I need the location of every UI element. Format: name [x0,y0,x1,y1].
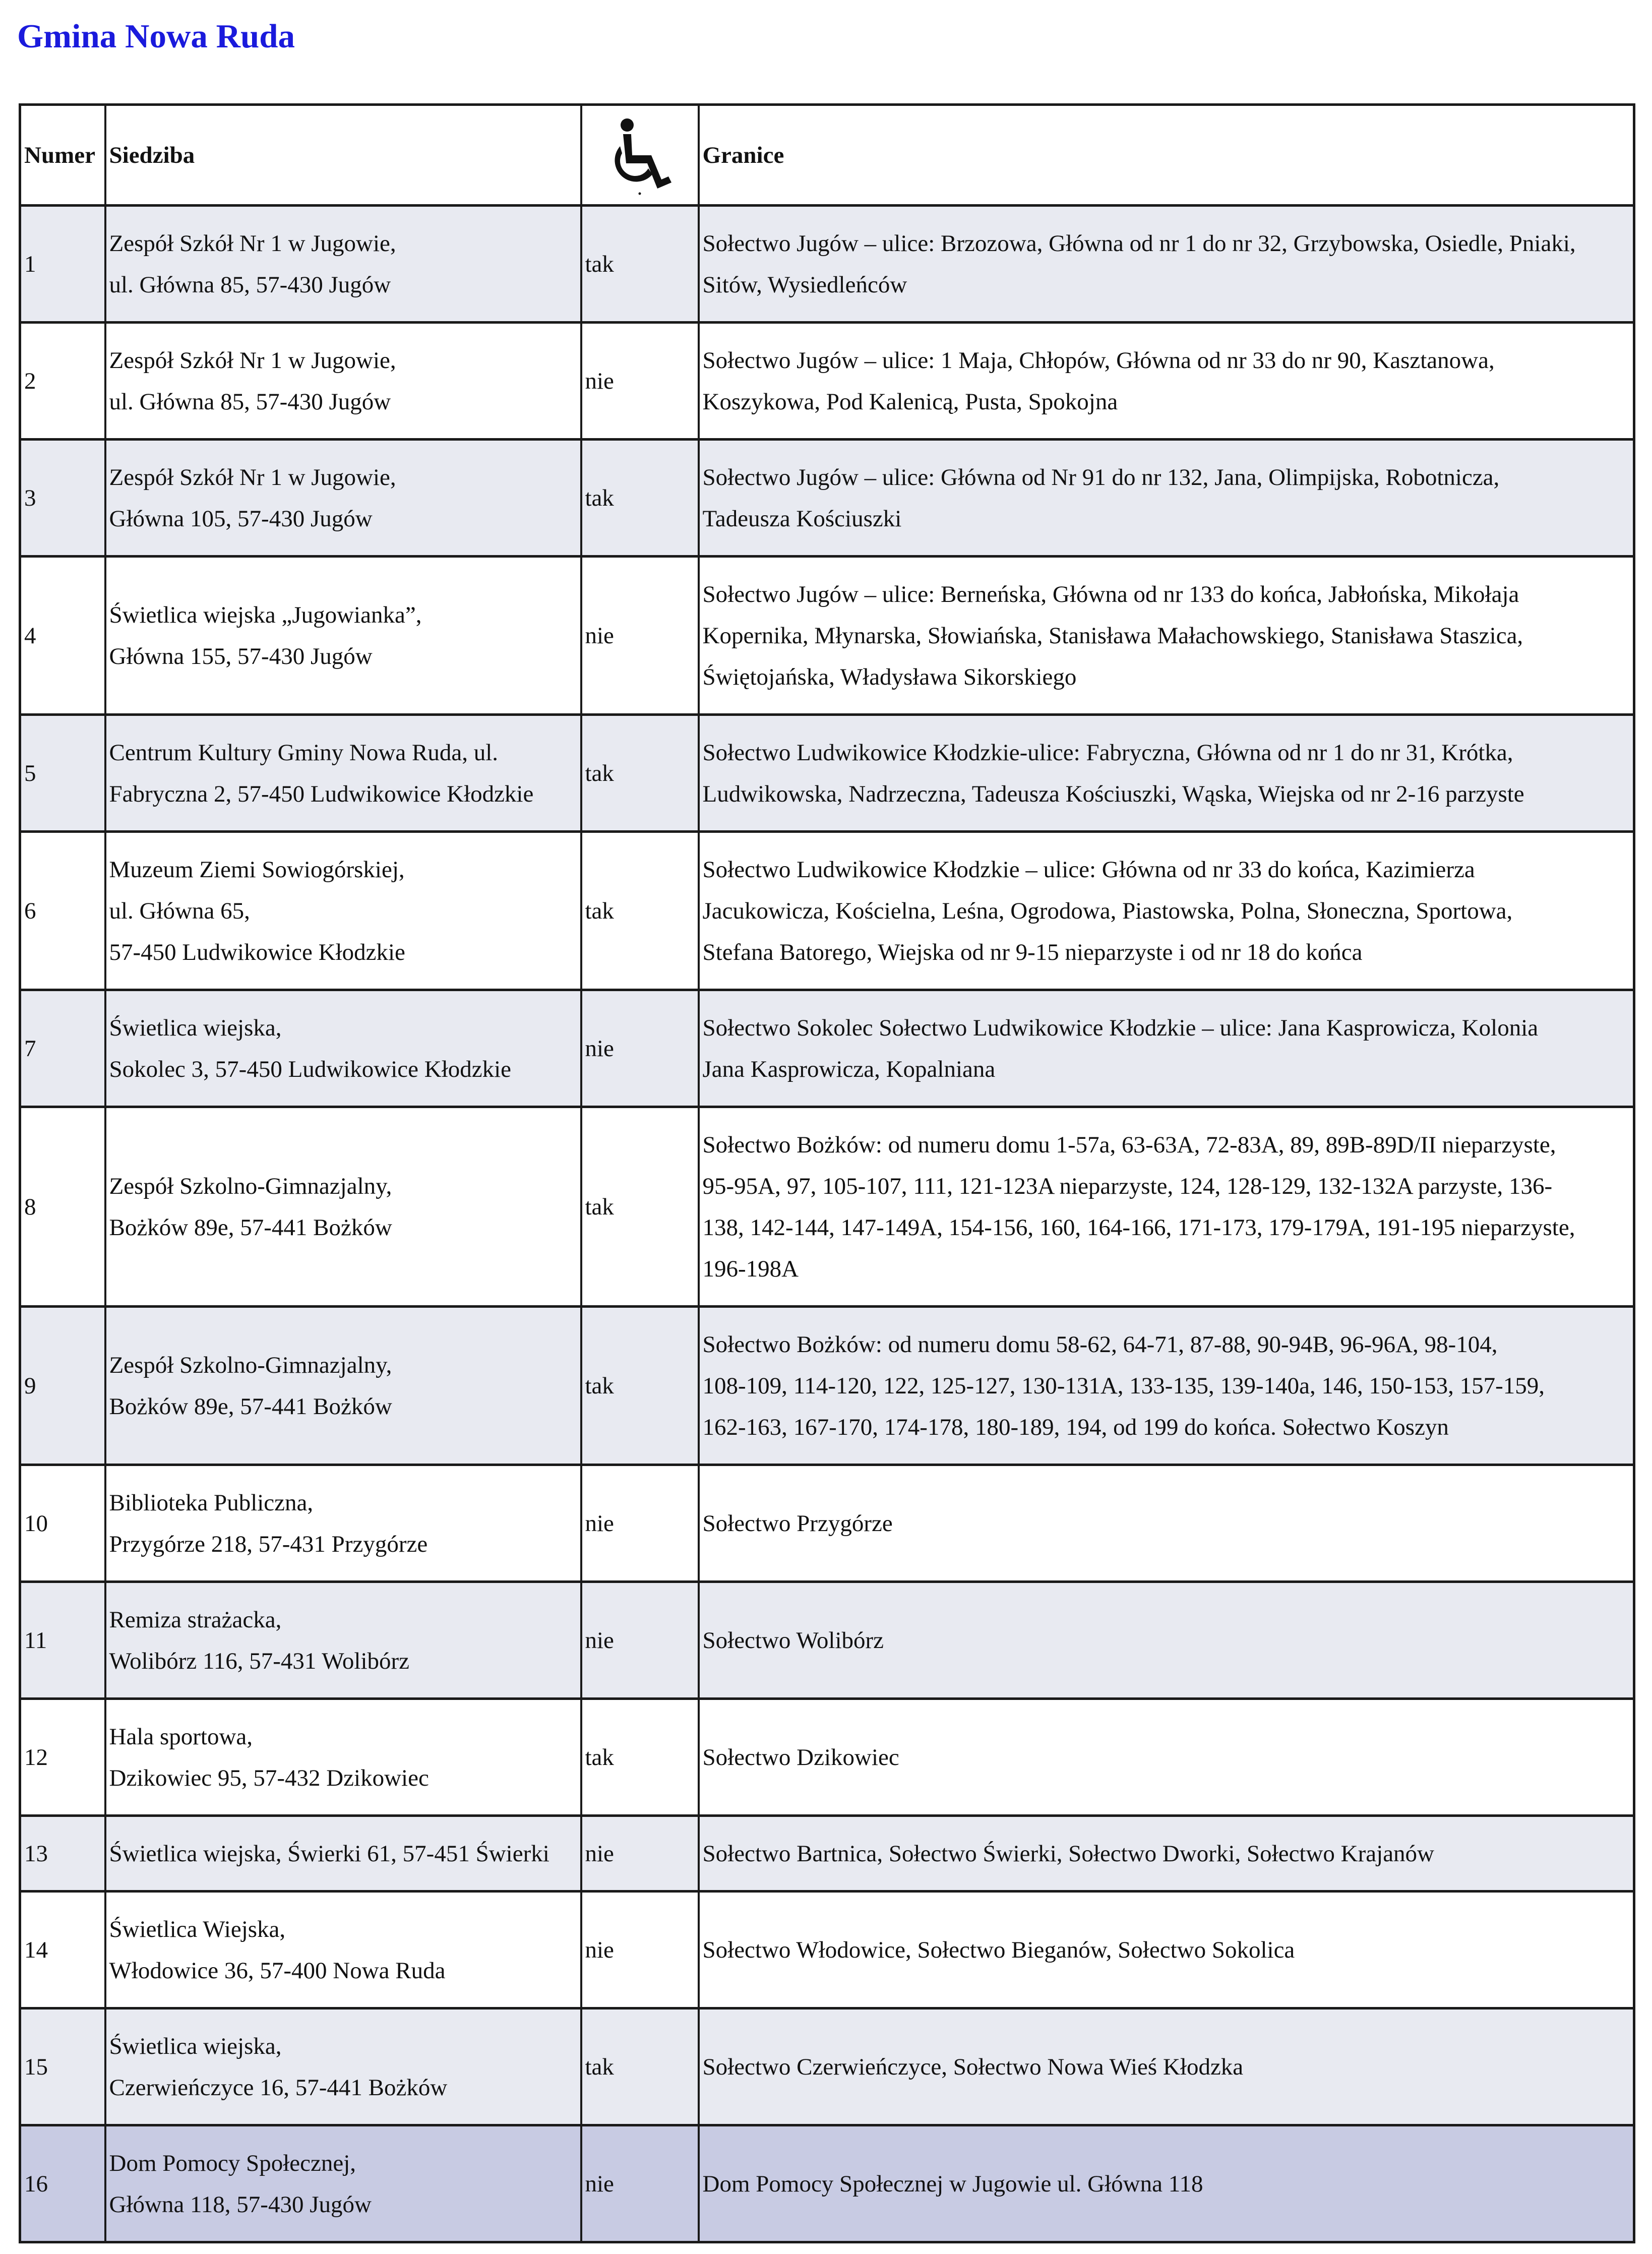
table-row [20,1465,1634,1582]
table-row [20,323,1634,440]
siedziba-line: Biblioteka Publiczna, [109,1489,314,1516]
siedziba-line: Zespół Szkół Nr 1 w Jugowie, [109,464,396,491]
siedziba-line: Dzikowiec 95, 57-432 Dzikowiec [109,1764,429,1791]
cell-granice [699,832,1634,990]
granice-line: Kopernika, Młynarska, Słowiańska, Stanisława Małachowskiego, Stanisława Staszica, [702,622,1523,649]
cell-accessibility: nie [581,1465,699,1582]
granice-line: Sołectwo Ludwikowice Kłodzkie-ulice: Fabryczna, Główna od nr 1 do nr 31, Krótka, [702,739,1513,766]
cell-accessibility: tak [581,1107,699,1307]
cell-siedziba [105,1107,581,1307]
table-row [20,1307,1634,1465]
cell-numer: 5 [20,715,105,832]
cell-siedziba [105,1699,581,1816]
cell-accessibility: tak [581,2008,699,2125]
siedziba-line: Zespół Szkół Nr 1 w Jugowie, [109,347,396,374]
wheelchair-icon [602,115,678,196]
siedziba-line: Czerwieńczyce 16, 57-441 Bożków [109,2074,448,2101]
granice-line: 138, 142-144, 147-149A, 154-156, 160, 164-166, 171-173, 179-179A, 191-195 nieparzyste, [702,1214,1575,1241]
siedziba-line: Włodowice 36, 57-400 Nowa Ruda [109,1957,446,1984]
cell-accessibility: tak [581,832,699,990]
cell-granice [699,1107,1634,1307]
granice-line: Sołectwo Bartnica, Sołectwo Świerki, Sołectwo Dworki, Sołectwo Krajanów [702,1840,1434,1867]
cell-numer: 8 [20,1107,105,1307]
cell-accessibility: tak [581,440,699,557]
granice-line: Sołectwo Bożków: od numeru domu 58-62, 64-71, 87-88, 90-94B, 96-96A, 98-104, [702,1331,1498,1358]
granice-line: Świętojańska, Władysława Sikorskiego [702,663,1077,690]
siedziba-line: ul. Główna 65, [109,897,250,924]
siedziba-line: Główna 155, 57-430 Jugów [109,643,373,669]
cell-numer: 15 [20,2008,105,2125]
siedziba-line: Zespół Szkół Nr 1 w Jugowie, [109,230,396,257]
table-row [20,1816,1634,1892]
cell-siedziba [105,557,581,715]
granice-line: Stefana Batorego, Wiejska od nr 9-15 nieparzyste i od nr 18 do końca [702,939,1363,965]
siedziba-line: Bożków 89e, 57-441 Bożków [109,1214,392,1241]
cell-granice [699,1582,1634,1699]
siedziba-line: Centrum Kultury Gminy Nowa Ruda, ul. [109,739,499,766]
granice-line: Sołectwo Jugów – ulice: Główna od Nr 91 do nr 132, Jana, Olimpijska, Robotnicza, [702,464,1500,491]
granice-line: Sitów, Wysiedleńców [702,271,907,298]
granice-line: 196-198A [702,1255,799,1282]
granice-line: Sołectwo Bożków: od numeru domu 1-57a, 63-63A, 72-83A, 89, 89B-89D/II nieparzyste, [702,1131,1556,1158]
siedziba-line: Muzeum Ziemi Sowiogórskiej, [109,856,405,883]
siedziba-line: Fabryczna 2, 57-450 Ludwikowice Kłodzkie [109,780,534,807]
cell-numer: 16 [20,2125,105,2242]
granice-line: Sołectwo Włodowice, Sołectwo Bieganów, Sołectwo Sokolica [702,1936,1295,1963]
granice-line: Sołectwo Sokolec Sołectwo Ludwikowice Kłodzkie – ulice: Jana Kasprowicza, Kolonia [702,1014,1539,1041]
granice-line: Sołectwo Ludwikowice Kłodzkie – ulice: Główna od nr 33 do końca, Kazimierza [702,856,1475,883]
cell-siedziba [105,1465,581,1582]
cell-accessibility: nie [581,1892,699,2008]
siedziba-line: Przygórze 218, 57-431 Przygórze [109,1531,428,1557]
cell-siedziba [105,1307,581,1465]
table-row [20,206,1634,323]
granice-line: Sołectwo Jugów – ulice: 1 Maja, Chłopów, Główna od nr 33 do nr 90, Kasztanowa, [702,347,1495,374]
cell-granice [699,1699,1634,1816]
cell-siedziba [105,206,581,323]
table-header-row [20,105,1634,206]
siedziba-line: Główna 105, 57-430 Jugów [109,505,373,532]
siedziba-line: ul. Główna 85, 57-430 Jugów [109,271,391,298]
cell-siedziba [105,1816,581,1892]
granice-line: Sołectwo Przygórze [702,1510,893,1537]
cell-granice [699,323,1634,440]
table-row [20,2125,1634,2242]
cell-siedziba [105,715,581,832]
cell-accessibility: tak [581,1307,699,1465]
cell-granice [699,206,1634,323]
table-row [20,715,1634,832]
table-row [20,2008,1634,2125]
cell-granice [699,2125,1634,2242]
granice-line: Sołectwo Jugów – ulice: Berneńska, Główna od nr 133 do końca, Jabłońska, Mikołaja [702,581,1519,607]
table-row [20,557,1634,715]
granice-line: Sołectwo Wolibórz [702,1627,884,1654]
siedziba-line: 57-450 Ludwikowice Kłodzkie [109,939,405,965]
header-accessibility [581,105,699,206]
cell-granice [699,990,1634,1107]
granice-line: Jana Kasprowicza, Kopalniana [702,1056,996,1082]
siedziba-line: Wolibórz 116, 57-431 Wolibórz [109,1648,410,1674]
table-row [20,832,1634,990]
cell-siedziba [105,323,581,440]
cell-numer: 10 [20,1465,105,1582]
cell-numer: 14 [20,1892,105,2008]
siedziba-line: Świetlica Wiejska, [109,1916,286,1942]
siedziba-line: ul. Główna 85, 57-430 Jugów [109,388,391,415]
cell-siedziba [105,832,581,990]
cell-accessibility: nie [581,323,699,440]
siedziba-line: Hala sportowa, [109,1723,253,1750]
granice-line: Sołectwo Dzikowiec [702,1744,899,1771]
cell-siedziba [105,1892,581,2008]
cell-accessibility: nie [581,990,699,1107]
cell-numer: 4 [20,557,105,715]
cell-numer: 9 [20,1307,105,1465]
cell-accessibility: tak [581,1699,699,1816]
siedziba-line: Sokolec 3, 57-450 Ludwikowice Kłodzkie [109,1056,512,1082]
siedziba-line: Zespół Szkolno-Gimnazjalny, [109,1352,392,1378]
cell-siedziba [105,2125,581,2242]
table-row [20,1699,1634,1816]
page-title: Gmina Nowa Ruda [17,18,295,55]
cell-accessibility: nie [581,1582,699,1699]
granice-line: Sołectwo Czerwieńczyce, Sołectwo Nowa Wieś Kłodzka [702,2053,1244,2080]
cell-siedziba [105,440,581,557]
cell-siedziba [105,2008,581,2125]
cell-numer: 12 [20,1699,105,1816]
table-row [20,1107,1634,1307]
granice-line: Koszykowa, Pod Kalenicą, Pusta, Spokojna [702,388,1118,415]
header-numer: Numer [20,105,105,206]
granice-line: 162-163, 167-170, 174-178, 180-189, 194, od 199 do końca. Sołectwo Koszyn [702,1414,1449,1440]
cell-numer: 13 [20,1816,105,1892]
cell-granice [699,1892,1634,2008]
siedziba-line: Zespół Szkolno-Gimnazjalny, [109,1173,392,1199]
cell-numer: 6 [20,832,105,990]
cell-accessibility: nie [581,1816,699,1892]
table-row [20,1892,1634,2008]
granice-line: 95-95A, 97, 105-107, 111, 121-123A nieparzyste, 124, 128-129, 132-132A parzyste, 136- [702,1173,1553,1199]
cell-granice [699,715,1634,832]
table-row [20,990,1634,1107]
cell-granice [699,557,1634,715]
granice-line: 108-109, 114-120, 122, 125-127, 130-131A, 133-135, 139-140a, 146, 150-153, 157-159, [702,1372,1545,1399]
granice-line: Tadeusza Kościuszki [702,505,902,532]
polling-stations-table [19,103,1635,2243]
siedziba-line: Bożków 89e, 57-441 Bożków [109,1393,392,1420]
cell-granice [699,1816,1634,1892]
cell-accessibility: nie [581,557,699,715]
cell-numer: 7 [20,990,105,1107]
siedziba-line: Świetlica wiejska, [109,1014,282,1041]
cell-accessibility: tak [581,715,699,832]
cell-numer: 2 [20,323,105,440]
cell-numer: 3 [20,440,105,557]
granice-line: Ludwikowska, Nadrzeczna, Tadeusza Kościuszki, Wąska, Wiejska od nr 2-16 parzyste [702,780,1524,807]
cell-granice [699,1465,1634,1582]
siedziba-line: Główna 118, 57-430 Jugów [109,2191,372,2218]
cell-accessibility: nie [581,2125,699,2242]
cell-granice [699,2008,1634,2125]
cell-granice [699,440,1634,557]
siedziba-line: Świetlica wiejska „Jugowianka”, [109,601,422,628]
siedziba-line: Świetlica wiejska, [109,2033,282,2059]
table-body [20,206,1634,2242]
cell-siedziba [105,990,581,1107]
header-siedziba: Siedziba [105,105,581,206]
cell-siedziba [105,1582,581,1699]
siedziba-line: Świetlica wiejska, Świerki 61, 57-451 Świerki [109,1840,549,1867]
cell-accessibility: tak [581,206,699,323]
siedziba-line: Remiza strażacka, [109,1606,282,1633]
granice-line: Jacukowicza, Kościelna, Leśna, Ogrodowa, Piastowska, Polna, Słoneczna, Sportowa, [702,897,1513,924]
siedziba-line: Dom Pomocy Społecznej, [109,2150,356,2176]
table-row [20,440,1634,557]
cell-numer: 1 [20,206,105,323]
cell-granice [699,1307,1634,1465]
header-granice: Granice [699,105,1634,206]
granice-line: Sołectwo Jugów – ulice: Brzozowa, Główna od nr 1 do nr 32, Grzybowska, Osiedle, Pniaki, [702,230,1576,257]
table-row [20,1582,1634,1699]
cell-numer: 11 [20,1582,105,1699]
granice-line: Dom Pomocy Społecznej w Jugowie ul. Główna 118 [702,2170,1203,2197]
